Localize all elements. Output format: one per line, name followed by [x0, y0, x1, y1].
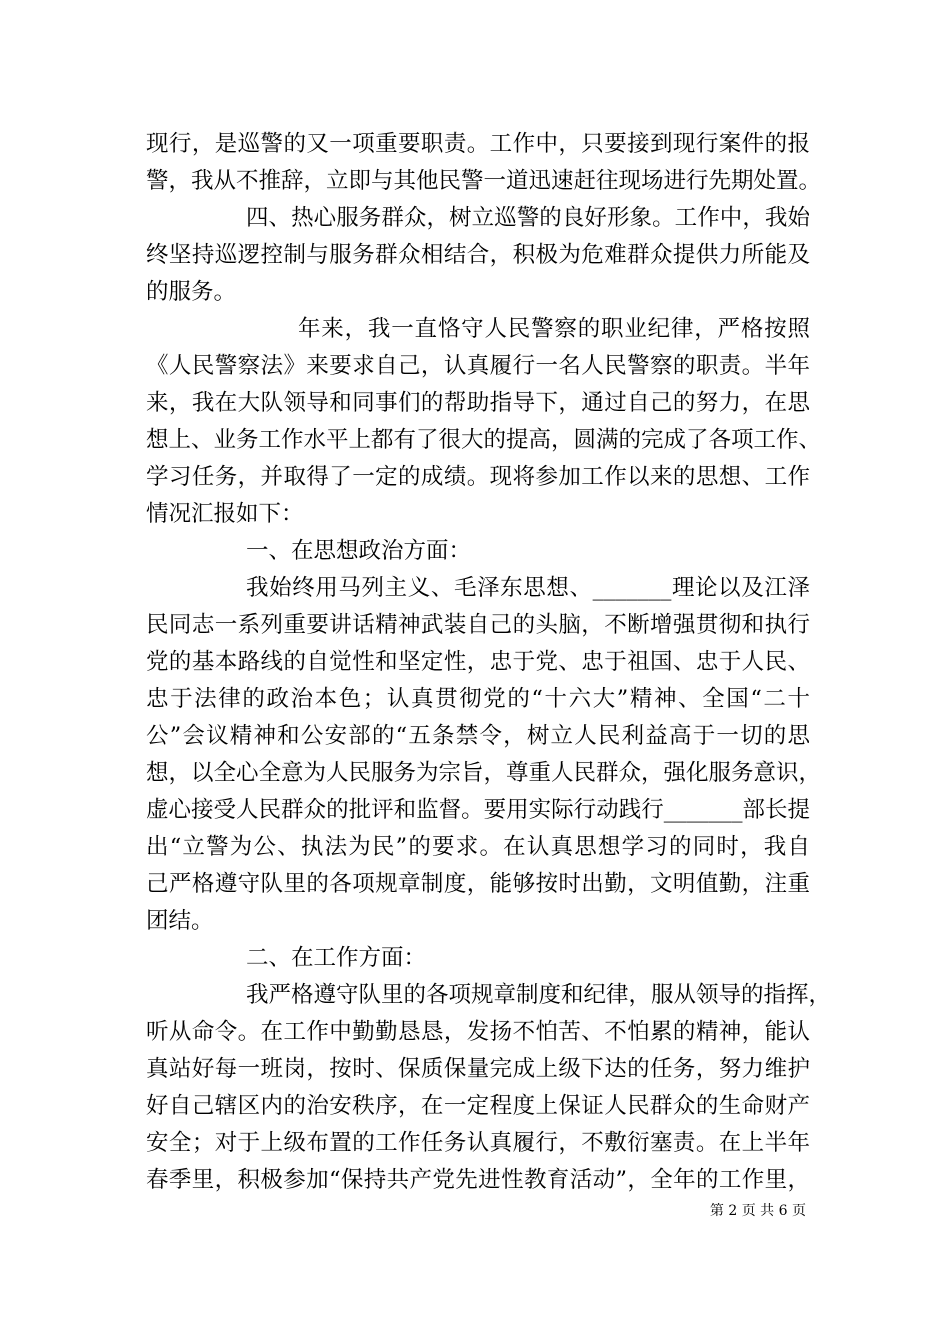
- text-line: 警，我从不推辞，立即与其他民警一道迅速赶往现场进行先期处置。: [146, 168, 822, 194]
- text-line: 出“立警为公、执法为民”的要求。在认真思想学习的同时，我自: [146, 834, 810, 860]
- paragraph-start: 我始终用马列主义、毛泽东思想、_______理论以及江泽: [246, 575, 810, 601]
- text-line: 民同志一系列重要讲话精神武装自己的头脑，不断增强贯彻和执行: [146, 612, 810, 638]
- text-line: 现行，是巡警的又一项重要职责。工作中，只要接到现行案件的报: [146, 131, 810, 157]
- text-line: 听从命令。在工作中勤勤恳恳，发扬不怕苦、不怕累的精神，能认: [146, 1019, 810, 1045]
- text-line: 团结。: [146, 908, 214, 934]
- text-line: 《人民警察法》来要求自己，认真履行一名人民警察的职责。半年: [146, 353, 810, 379]
- section-heading: 四、热心服务群众，树立巡警的良好形象。工作中，我始: [246, 205, 810, 231]
- text-line: 己严格遵守队里的各项规章制度，能够按时出勤，文明值勤，注重: [146, 871, 810, 897]
- text-line: 党的基本路线的自觉性和坚定性，忠于党、忠于祖国、忠于人民、: [146, 649, 810, 675]
- text-line: 真站好每一班岗，按时、保质保量完成上级下达的任务，努力维护: [146, 1056, 810, 1082]
- text-line: 情况汇报如下：: [146, 501, 304, 527]
- section-heading: 一、在思想政治方面：: [246, 538, 472, 564]
- text-line: 忠于法律的政治本色；认真贯彻党的“十六大”精神、全国“二十: [146, 686, 810, 712]
- text-line: 终坚持巡逻控制与服务群众相结合，积极为危难群众提供力所能及: [146, 242, 810, 268]
- text-line: 好自己辖区内的治安秩序，在一定程度上保证人民群众的生命财产: [146, 1093, 810, 1119]
- text-line: 虚心接受人民群众的批评和监督。要用实际行动践行_______部长提: [146, 797, 810, 823]
- paragraph-start: 年来，我一直恪守人民警察的职业纪律，严格按照: [298, 316, 810, 342]
- text-line: 学习任务，并取得了一定的成绩。现将参加工作以来的思想、工作: [146, 464, 810, 490]
- paragraph-start: 我严格遵守队里的各项规章制度和纪律，服从领导的指挥，: [246, 982, 832, 1008]
- text-line: 春季里，积极参加“保持共产党先进性教育活动”，全年的工作里，: [146, 1167, 810, 1193]
- text-line: 来，我在大队领导和同事们的帮助指导下，通过自己的努力，在思: [146, 390, 810, 416]
- section-heading: 二、在工作方面：: [246, 945, 427, 971]
- page-number: 第 2 页 共 6 页: [709, 1203, 806, 1219]
- text-line: 的服务。: [146, 279, 237, 305]
- text-line: 公”会议精神和公安部的“五条禁令，树立人民利益高于一切的思: [146, 723, 810, 749]
- text-line: 想上、业务工作水平上都有了很大的提高，圆满的完成了各项工作、: [146, 427, 822, 453]
- text-line: 安全；对于上级布置的工作任务认真履行，不敷衍塞责。在上半年: [146, 1130, 810, 1156]
- text-line: 想，以全心全意为人民服务为宗旨，尊重人民群众，强化服务意识，: [146, 760, 822, 786]
